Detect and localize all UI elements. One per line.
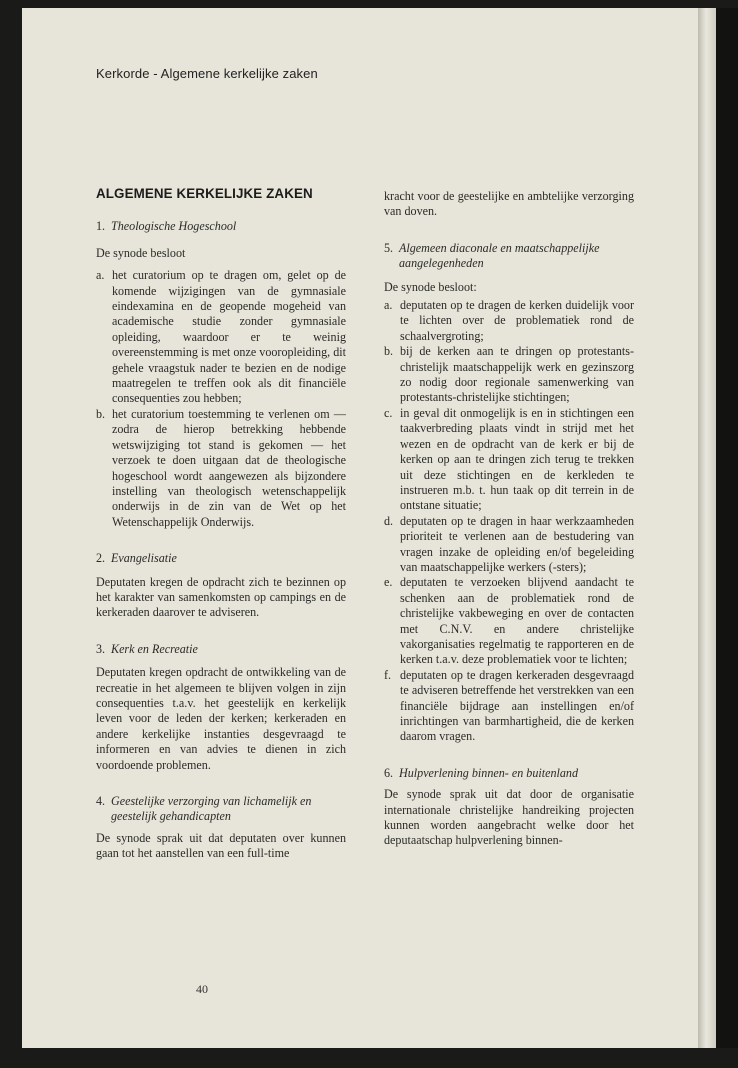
section-heading: Geestelijke verzorging van lichamelijk en geestelijk gehandicapten	[111, 794, 312, 824]
list-item	[384, 575, 634, 667]
item-text: deputaten te verzoeken blijvend aandacht te schenken aan de problematiek rond de christelijke vakbeweging en over de contacten met C.N.V. en andere christelijke vakorganisaties regelmatig te rapporteren en de kerken t.a.v. deze problematiek voor te lichten;	[400, 575, 634, 667]
section-number: 4.	[96, 794, 106, 808]
book-edge	[716, 8, 738, 1048]
section-title	[96, 642, 346, 657]
list-item	[96, 268, 346, 407]
item-text: bij de kerken aan te dringen op protestants-christelijk maatschappelijk werk en gezinszorg zo nodig door regionale samenwerking van protestants-christelijke stichtingen;	[400, 344, 634, 405]
list-item	[384, 344, 634, 406]
item-label: b.	[96, 406, 106, 421]
section-text-continued: kracht voor de geestelijke en ambtelijke verzorging van doven.	[384, 189, 634, 219]
list-item	[384, 514, 634, 576]
section-number: 5.	[384, 240, 394, 255]
item-text: deputaten op te dragen kerkeraden desgevraagd te adviseren betreffende het verstrekken van een financiële bijdrage aan instellingen en/of inrichtingen van barmhartigheid, die de kerken daarom vragen.	[400, 667, 634, 744]
item-label: a.	[384, 298, 393, 313]
section-title	[96, 794, 346, 825]
section-heading: Theologische Hogeschool	[111, 219, 237, 234]
section-title	[96, 551, 346, 566]
item-text: het curatorium op te dragen om, gelet op de komende wijzigingen van de gymnasiale eindexamina en de geopende mogeheid van academische studie zonder gymnasiale opleiding, waardoor er te weinig overeenstemming is met onze vooropleiding, dit gehele vraagstuk nader te bezien en de nodige maatregelen te treffen ook als dit financiële consequenties zou hebben;	[112, 268, 346, 406]
list-item	[384, 406, 634, 514]
list-item	[384, 668, 634, 745]
section-number: 1.	[96, 219, 106, 234]
section-number: 2.	[96, 551, 106, 566]
section-title	[96, 219, 346, 234]
item-label: b.	[384, 344, 394, 359]
section-heading: Hulpverlening binnen- en buitenland	[399, 765, 579, 780]
item-label: c.	[384, 405, 393, 420]
item-label: f.	[384, 667, 392, 682]
item-label: e.	[384, 575, 393, 590]
section-title	[384, 241, 634, 272]
section-number: 6.	[384, 765, 394, 780]
page-binding	[698, 8, 716, 1048]
main-title: ALGEMENE KERKELIJKE ZAKEN	[96, 186, 313, 201]
item-text: in geval dit onmogelijk is en in stichtingen een taakverbreding plaats vindt in strijd met het wezen en de opdracht van de kerk er bij de kerken op aan te dringen zich terug te trekken uit deze stichtingen en de kerkleden te instrueren m.b. t. hun taak op dit terrein in de ontstane situatie;	[400, 405, 634, 513]
section-intro: De synode besloot	[96, 245, 186, 260]
section-title	[384, 766, 634, 781]
section-intro: De synode besloot:	[384, 279, 477, 294]
right-column	[384, 176, 634, 849]
item-text: het curatorium toestemming te verlenen om — zodra de hierop betrekking hebbende wetswijziging tot stand is gekomen — het verzoek te doen uitgaan dat de theologische hogeschool wordt aangewezen als bijzondere instelling van theologisch wetenschappelijk onderwijs in de zin van de Wet op het Wetenschappelijk Onderwijs.	[112, 406, 346, 529]
section-heading: Kerk en Recreatie	[111, 641, 198, 656]
section-heading: Algemeen diaconale en maatschappelijke aangelegenheden	[399, 240, 600, 271]
section-text: Deputaten kregen opdracht de ontwikkeling van de recreatie in het algemeen te blijven volgen in zijn consequenties t.a.v. het geestelijk en kerkelijk leven voor de leden der kerken; kerkeraden en andere kerkelijke instanties desgevraagd te informeren en van advies te dienen in zich voordoende problemen.	[96, 665, 346, 772]
section-text: Deputaten kregen de opdracht zich te bezinnen op het karakter van samenkomsten op campings en de kerkeraden daarover te adviseren.	[96, 574, 346, 620]
item-label: d.	[384, 513, 394, 528]
section-text: De synode sprak uit dat door de organisatie internationale christelijke handreiking projecten kunnen worden aangebracht welke door het deputaatschap hulpverlening binnen-	[384, 787, 634, 848]
item-text: deputaten op te dragen de kerken duidelijk voor te lichten over de problematiek rond de schaalvergroting;	[400, 298, 634, 343]
item-label: a.	[96, 268, 105, 283]
page-number: 40	[196, 982, 208, 996]
running-header: Kerkorde - Algemene kerkelijke zaken	[96, 66, 318, 81]
section-heading: Evangelisatie	[111, 551, 177, 566]
list-item	[384, 298, 634, 344]
item-text: deputaten op te dragen in haar werkzaamheden prioriteit te verlenen aan de bestudering van vragen inzake de opleiding en/of begeleiding van maatschappelijke werkers (-sters);	[400, 513, 634, 574]
section-text: De synode sprak uit dat deputaten over kunnen gaan tot het aanstellen van een full-time	[96, 830, 346, 861]
section-number: 3.	[96, 641, 106, 656]
left-column	[96, 176, 346, 862]
list-item	[96, 407, 346, 530]
